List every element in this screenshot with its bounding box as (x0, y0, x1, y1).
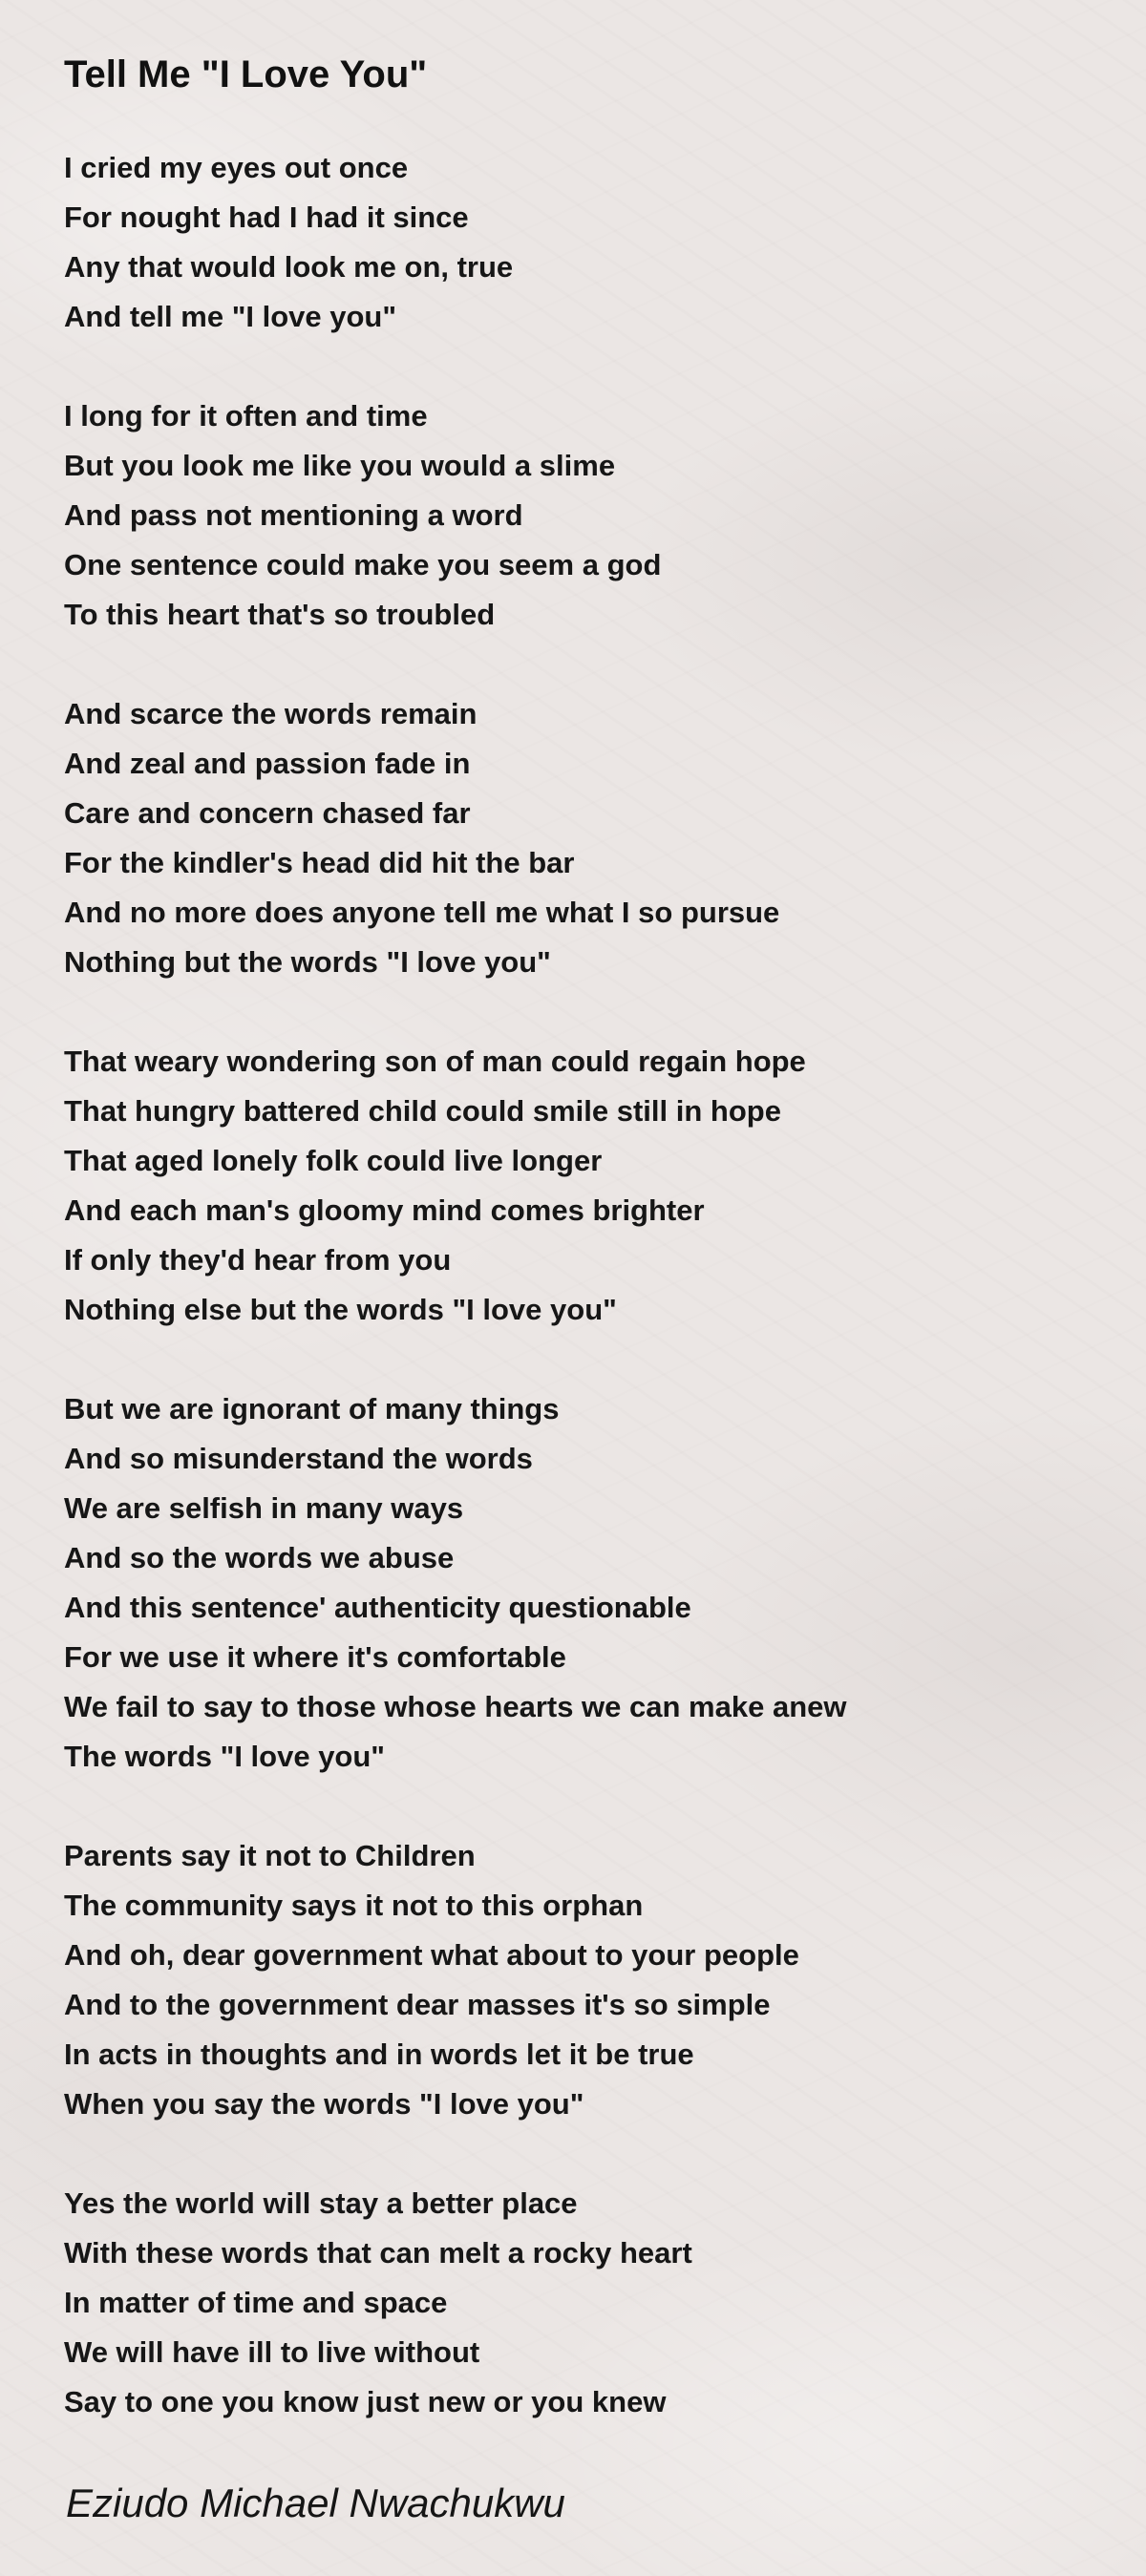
stanza (64, 689, 1095, 987)
stanza (64, 143, 1095, 342)
poem-line: With these words that can melt a rocky heart (64, 2236, 692, 2270)
poem-line: But you look me like you would a slime (64, 449, 616, 482)
poem-line: To this heart that's so troubled (64, 598, 496, 631)
poem-line: And so misunderstand the words (64, 1442, 533, 1475)
poem-line: And no more does anyone tell me what I so pursue (64, 896, 780, 929)
poem-line: And tell me "I love you" (64, 300, 397, 333)
poem-line: The community says it not to this orphan (64, 1889, 644, 1922)
poem-line: If only they'd hear from you (64, 1243, 452, 1277)
poem-line: I cried my eyes out once (64, 151, 409, 184)
poem-line: Say to one you know just new or you knew (64, 2385, 667, 2418)
poem-line: When you say the words "I love you" (64, 2087, 584, 2121)
poem-author: Eziudo Michael Nwachukwu (66, 2481, 565, 2525)
poem-line: Any that would look me on, true (64, 250, 514, 284)
poem-line: Yes the world will stay a better place (64, 2186, 578, 2220)
poem-line: We will have ill to live without (64, 2335, 480, 2369)
poem-line: And each man's gloomy mind comes brighter (64, 1193, 705, 1227)
poem-body (64, 143, 1095, 2477)
poem-line: For nought had I had it since (64, 201, 469, 234)
poem-line: But we are ignorant of many things (64, 1392, 560, 1425)
stanza (64, 1037, 1095, 1335)
poem-line: Nothing but the words "I love you" (64, 945, 551, 979)
stanza (64, 2179, 1095, 2427)
poem-line: We are selfish in many ways (64, 1491, 464, 1525)
poem-line: That aged lonely folk could live longer (64, 1144, 603, 1177)
poem-line: I long for it often and time (64, 399, 428, 433)
poem-line: The words "I love you" (64, 1740, 386, 1773)
poem-line: And to the government dear masses it's so simple (64, 1988, 771, 2021)
poem-line: And scarce the words remain (64, 697, 478, 730)
poem-line: And zeal and passion fade in (64, 747, 471, 780)
poem-line: We fail to say to those whose hearts we can make anew (64, 1690, 847, 1723)
stanza (64, 1384, 1095, 1782)
poem-line: And oh, dear government what about to your people (64, 1938, 799, 1972)
poem-line: Care and concern chased far (64, 796, 471, 830)
poem-line: That hungry battered child could smile still in hope (64, 1094, 781, 1128)
poem-line: And so the words we abuse (64, 1541, 455, 1574)
stanza (64, 1831, 1095, 2129)
stanza (64, 391, 1095, 640)
poem-line: Parents say it not to Children (64, 1839, 476, 1872)
poem-line: Nothing else but the words "I love you" (64, 1293, 617, 1326)
poem-line: One sentence could make you seem a god (64, 548, 662, 581)
poem-line: And this sentence' authenticity questionable (64, 1591, 691, 1624)
poem-line: And pass not mentioning a word (64, 498, 523, 532)
poem-title: Tell Me "I Love You" (64, 53, 428, 95)
poem-line: For we use it where it's comfortable (64, 1640, 566, 1674)
poem-line: For the kindler's head did hit the bar (64, 846, 575, 879)
poem-line: In acts in thoughts and in words let it be true (64, 2038, 694, 2071)
poem-line: That weary wondering son of man could regain hope (64, 1045, 806, 1078)
poem-line: In matter of time and space (64, 2286, 448, 2319)
